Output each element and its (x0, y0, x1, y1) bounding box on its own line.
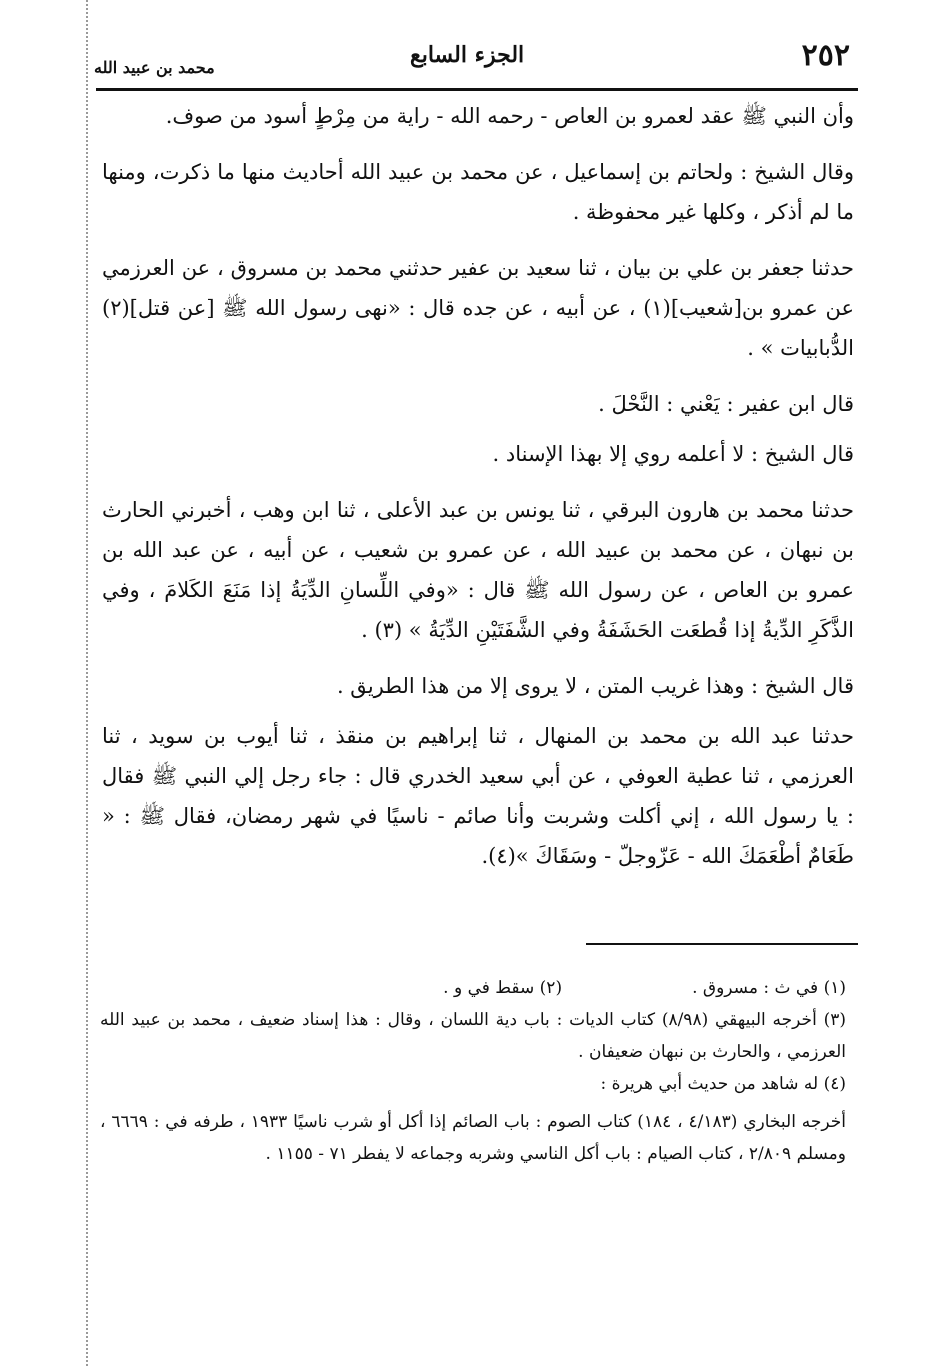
footnote-4: (٤) له شاهد من حديث أبي هريرة : (600, 1074, 846, 1094)
paragraph: وأن النبي ﷺ عقد لعمرو بن العاص - رحمه الله - راية من مِرْطٍ أسود من صوف. (165, 104, 854, 128)
page-number: ٢٥٢ (801, 38, 850, 73)
running-author: محمد بن عبيد الله (94, 58, 215, 77)
footnote-3: (٣) أخرجه البيهقي (٨/٩٨) كتاب الديات : باب دية اللسان ، وقال : هذا إسناد ضعيف ، محمد بن عبيد الله العرزمي ، والحارث بن نبهان ضعيفان . (100, 1010, 846, 1062)
paragraph: قال ابن عفير : يَعْني : النَّحْلَ . (598, 392, 854, 416)
paragraph: حدثنا محمد بن هارون البرقي ، ثنا يونس بن عبد الأعلى ، ثنا ابن وهب ، أخبرني الحارث بن نبهان ، عن محمد بن عبيد الله ، عن عمرو بن شعيب ، عن أبيه ، عن عبد الله بن عمرو بن العاص ، عن رسول الله ﷺ قال : «وفي اللِّسانِ الدِّيَةُ إذا مَنَعَ الكَلامَ ، وفي الذَّكَرِ الدِّيةُ إذا قُطعَت الحَشَفَةُ وفي الشَّفَتَيْنِ الدِّيَةُ » (٣) . (102, 498, 854, 642)
part-title: الجزء السابع (410, 42, 525, 68)
page-header (90, 38, 850, 84)
paragraph: قال الشيخ : وهذا غريب المتن ، لا يروى إلا من هذا الطريق . (336, 674, 854, 698)
paragraph: حدثنا جعفر بن علي بن بيان ، ثنا سعيد بن عفير حدثني محمد بن مسروق ، عن العرزمي عن عمرو بن[شعيب](١) ، عن أبيه ، عن جده قال : «نهى رسول الله ﷺ [عن قتل](٢) الدُّبابيات » . (102, 256, 854, 360)
paragraph: قال الشيخ : لا أعلمه روي إلا بهذا الإسناد . (492, 442, 854, 466)
footnotes (100, 972, 846, 1170)
footnote-divider (586, 943, 858, 945)
footnote-row (100, 972, 846, 1004)
footnote-1: (١) في ث : مسروق . (692, 978, 846, 998)
header-divider (96, 88, 858, 91)
paragraph: حدثنا عبد الله بن محمد بن المنهال ، ثنا إبراهيم بن منقذ ، ثنا أيوب بن سويد ، ثنا العرزمي ، ثنا عطية العوفي ، عن أبي سعيد الخدري قال : جاء رجل إلي النبي ﷺ فقال : يا رسول الله ، إني أكلت وشربت وأنا صائم - ناسيًا في شهر رمضان، فقال ﷺ : « طَعَامٌ أطْعَمَكَ الله - عَزّوجلّ - وسَقَاكَ »(٤). (102, 724, 855, 868)
footnote-4-detail: أخرجه البخاري (٤/١٨٣ ، ١٨٤) كتاب الصوم : باب الصائم إذا أكل أو شرب ناسيًا ١٩٣٣ ، طرفه في : ٦٦٦٩ ، ومسلم ٢/٨٠٩ ، كتاب الصيام : باب أكل الناسي وشربه وجماعه لا يفطر ٧١ - ١١٥٥ . (100, 1112, 846, 1164)
footnote-2: (٢) سقط في و . (443, 978, 563, 998)
paragraph: وقال الشيخ : ولحاتم بن إسماعيل ، عن محمد بن عبيد الله أحاديث منها ما ذكرت، ومنها ما لم أذكر ، وكلها غير محفوظة . (102, 160, 854, 224)
scan-margin-line (86, 0, 88, 1366)
main-text (102, 96, 854, 892)
